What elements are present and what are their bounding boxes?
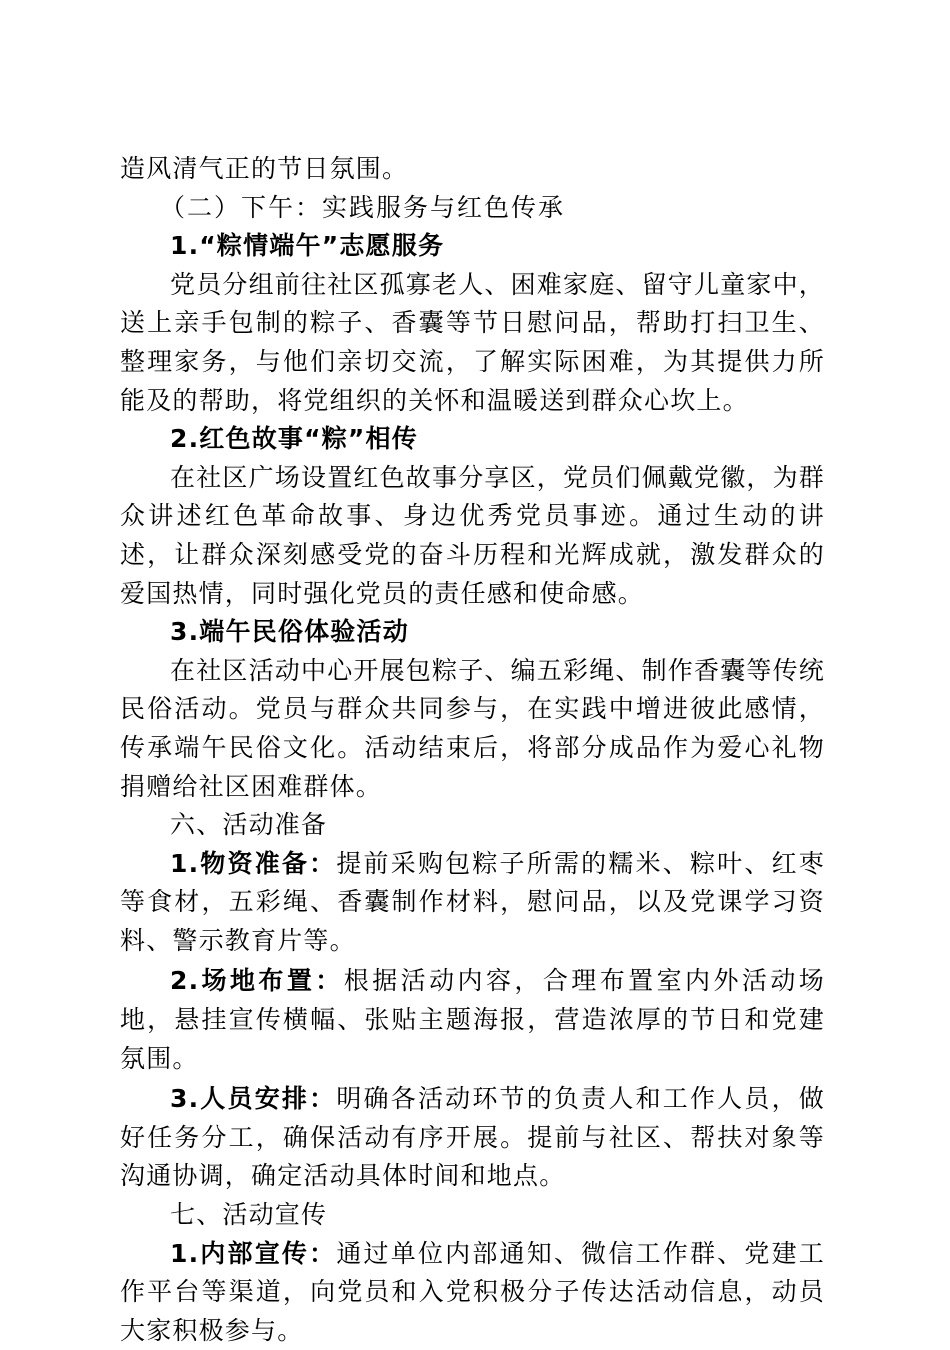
paragraph-materials <box>120 845 825 961</box>
paragraph-continuation: 造风清气正的节日氛围。 <box>120 154 409 183</box>
section-heading-preparation: 六、活动准备 <box>170 810 328 840</box>
subsection-heading-afternoon: （二）下午：实践服务与红色传承 <box>160 192 566 222</box>
paragraph-staffing <box>120 1080 825 1196</box>
lead-materials: 1.物资准备： <box>170 848 337 878</box>
paragraph-red-stories: 在社区广场设置红色故事分享区，党员们佩戴党徽，为群众讲述红色革命故事、身边优秀党员事迹。通过生动的讲述，让群众深刻感受党的奋斗历程和光辉成就，激发群众的爱国热情，同时强化党员的责任感和使命感。 <box>120 462 826 608</box>
section-heading-publicity: 七、活动宣传 <box>170 1200 328 1230</box>
item-heading-folk-activities: 3.端午民俗体验活动 <box>170 617 409 647</box>
body-internal-publicity: 通过单位内部通知、微信工作群、党建工作平台等渠道，向党员和入党积极分子传达活动信息，动员大家积极参与。 <box>120 1238 825 1345</box>
body-venue: 根据活动内容，合理布置室内外活动场地，悬挂宣传横幅、张贴主题海报，营造浓厚的节日和党建氛围。 <box>120 966 826 1073</box>
paragraph-folk-activities: 在社区活动中心开展包粽子、编五彩绳、制作香囊等传统民俗活动。党员与群众共同参与，在实践中增进彼此感情，传承端午民俗文化。活动结束后，将部分成品作为爱心礼物捐赠给社区困难群体。 <box>120 655 826 801</box>
body-staffing: 明确各活动环节的负责人和工作人员，做好任务分工，确保活动有序开展。提前与社区、帮扶对象等沟通协调，确定活动具体时间和地点。 <box>120 1084 825 1191</box>
document-page <box>120 150 825 1350</box>
paragraph-volunteer-service: 党员分组前往社区孤寡老人、困难家庭、留守儿童家中，送上亲手包制的粽子、香囊等节日慰问品，帮助打扫卫生、整理家务，与他们亲切交流，了解实际困难，为其提供力所能及的帮助，将党组织的关怀和温暖送到群众心坎上。 <box>120 269 826 415</box>
lead-staffing: 3.人员安排： <box>170 1084 337 1114</box>
lead-internal-publicity: 1.内部宣传： <box>170 1238 337 1268</box>
paragraph-venue <box>120 962 825 1078</box>
body-materials: 提前采购包粽子所需的糯米、粽叶、红枣等食材，五彩绳、香囊制作材料，慰问品，以及党课学习资料、警示教育片等。 <box>120 848 825 955</box>
item-heading-volunteer-service: 1.“粽情端午”志愿服务 <box>170 231 445 261</box>
item-heading-red-stories: 2.红色故事“粽”相传 <box>170 424 418 454</box>
lead-venue: 2.场地布置： <box>170 966 344 996</box>
paragraph-internal-publicity <box>120 1235 825 1350</box>
